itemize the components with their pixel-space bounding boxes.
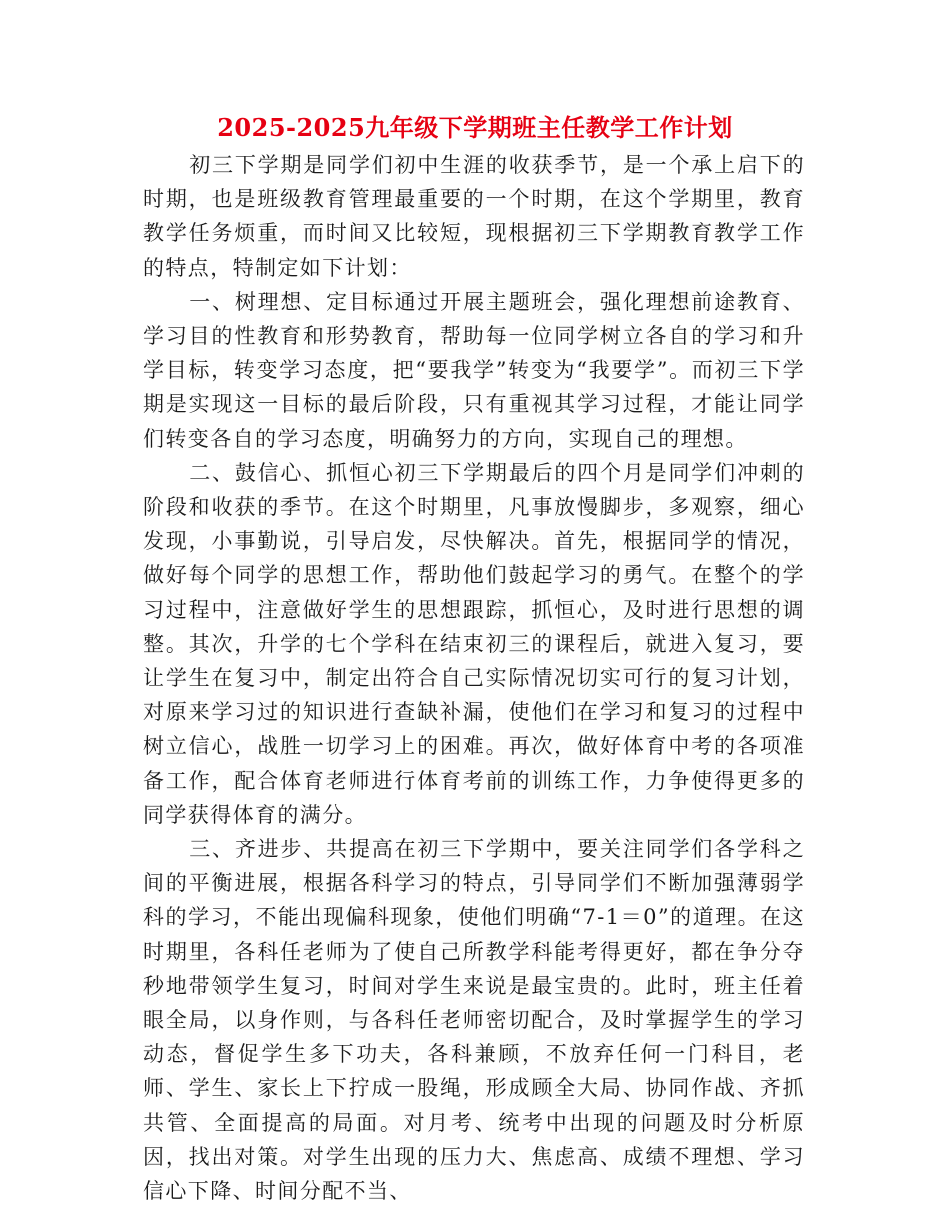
document-title: 2025-2025九年级下学期班主任教学工作计划 (217, 113, 733, 142)
paragraph-section-1: 一、树理想、定目标通过开展主题班会，强化理想前途教育、学习目的性教育和形势教育，帮助每一位同学树立各自的学习和升学目标，转变学习态度，把“要我学”转变为“我要学”。而初三下学期是实现这一目标的最后阶段，只有重视其学习过程，才能让同学们转变各自的学习态度，明确努力的方向，实现自己的理想。 (143, 289, 805, 451)
paragraph-section-2: 二、鼓信心、抓恒心初三下学期最后的四个月是同学们冲刺的阶段和收获的季节。在这个时期里，凡事放慢脚步，多观察，细心发现，小事勤说，引导启发，尽快解决。首先，根据同学的情况，做好每个同学的思想工作，帮助他们鼓起学习的勇气。在整个的学习过程中，注意做好学生的思想跟踪，抓恒心，及时进行思想的调整。其次，升学的七个学科在结束初三的课程后，就进入复习，要让学生在复习中，制定出符合自己实际情况切实可行的复习计划，对原来学习过的知识进行查缺补漏，使他们在学习和复习的过程中树立信心，战胜一切学习上的困难。再次，做好体育中考的各项准备工作，配合体育老师进行体育考前的训练工作，力争使得更多的同学获得体育的满分。 (143, 460, 805, 827)
paragraph-section-3: 三、齐进步、共提高在初三下学期中，要关注同学们各学科之间的平衡进展，根据各科学习的特点，引导同学们不断加强薄弱学科的学习，不能出现偏科现象，使他们明确“7-1＝0”的道理。在这时期里，各科任老师为了使自己所教学科能考得更好，都在争分夺秒地带领学生复习，时间对学生来说是最宝贵的。此时，班主任着眼全局，以身作则，与各科任老师密切配合，及时掌握学生的学习动态，督促学生多下功夫，各科兼顾，不放弃任何一门科目，老师、学生、家长上下拧成一股绳，形成顾全大局、协同作战、齐抓共管、全面提高的局面。对月考、统考中出现的问题及时分析原因，找出对策。对学生出现的压力大、焦虑高、成绩不理想、学习信心下降、时间分配不当、 (143, 837, 805, 1204)
document-body (143, 148, 805, 1208)
paragraph-intro: 初三下学期是同学们初中生涯的收获季节，是一个承上启下的时期，也是班级教育管理最重要的一个时期，在这个学期里，教育教学任务烦重，而时间又比较短，现根据初三下学期教育教学工作的特点，特制定如下计划： (143, 153, 805, 280)
